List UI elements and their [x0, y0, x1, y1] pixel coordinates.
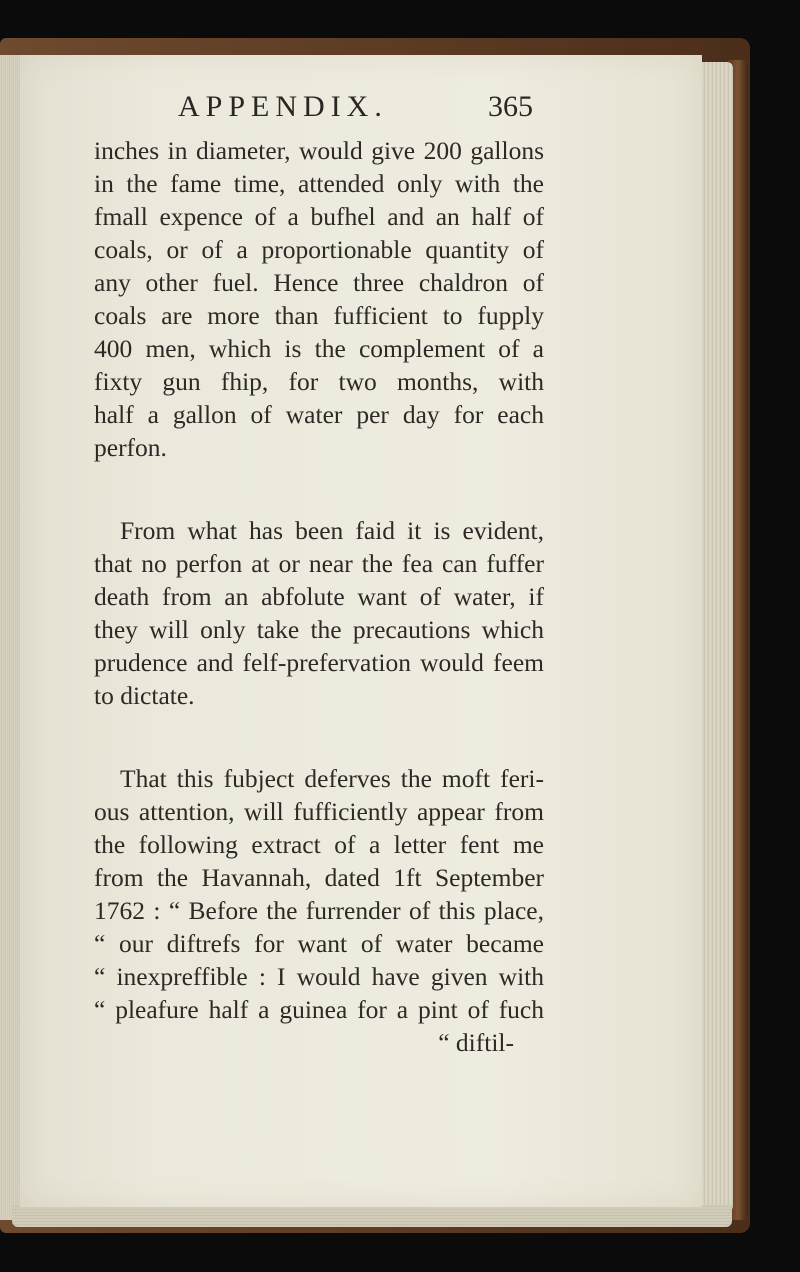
page-number: 365 — [488, 90, 533, 123]
text-line: in the fame time, attended only with the — [94, 169, 544, 198]
text-line: the following extract of a letter fent me — [94, 830, 544, 859]
body-text — [94, 134, 544, 1059]
text-line: inches in diameter, would give 200 gallons — [94, 136, 544, 165]
text-line: death from an abfolute want of water, if — [94, 582, 544, 611]
text-line: fixty gun fhip, for two months, with — [94, 367, 544, 396]
paragraph-3 — [94, 762, 544, 1026]
running-head-title: APPENDIX. — [178, 90, 388, 123]
paragraph-2 — [94, 514, 544, 712]
text-line: That this fubject deferves the moft feri- — [120, 764, 544, 793]
text-line: coals, or of a proportionable quantity of — [94, 235, 544, 264]
text-line: fmall expence of a bufhel and an half of — [94, 202, 544, 231]
running-head — [178, 90, 578, 134]
text-line: from the Havannah, dated 1ft September — [94, 863, 544, 892]
text-line: coals are more than fufficient to fupply — [94, 301, 544, 330]
text-line: half a gallon of water per day for each — [94, 400, 544, 429]
text-line: “ our diftrefs for want of water became — [94, 929, 544, 958]
text-line: they will only take the precautions which — [94, 615, 544, 644]
text-line: ous attention, will fufficiently appear from — [94, 797, 544, 826]
text-line: From what has been faid it is evident, — [120, 516, 544, 545]
right-page-edges — [697, 62, 733, 1212]
text-line: any other fuel. Hence three chaldron of — [94, 268, 544, 297]
bottom-page-edges — [12, 1205, 732, 1227]
text-line: perfon. — [94, 433, 167, 462]
text-line: that no perfon at or near the fea can fuffer — [94, 549, 544, 578]
text-line: to dictate. — [94, 681, 195, 710]
paragraph-1 — [94, 134, 544, 464]
text-line: “ pleafure half a guinea for a pint of fuch — [94, 995, 544, 1024]
catchword: “ diftil- — [438, 1028, 514, 1057]
left-page-edges — [0, 55, 22, 1220]
text-line: 400 men, which is the complement of a — [94, 334, 544, 363]
text-line: prudence and felf-prefervation would feem — [94, 648, 544, 677]
text-line: “ inexpreffible : I would have given with — [94, 962, 544, 991]
text-line: 1762 : “ Before the furrender of this place, — [94, 896, 544, 925]
